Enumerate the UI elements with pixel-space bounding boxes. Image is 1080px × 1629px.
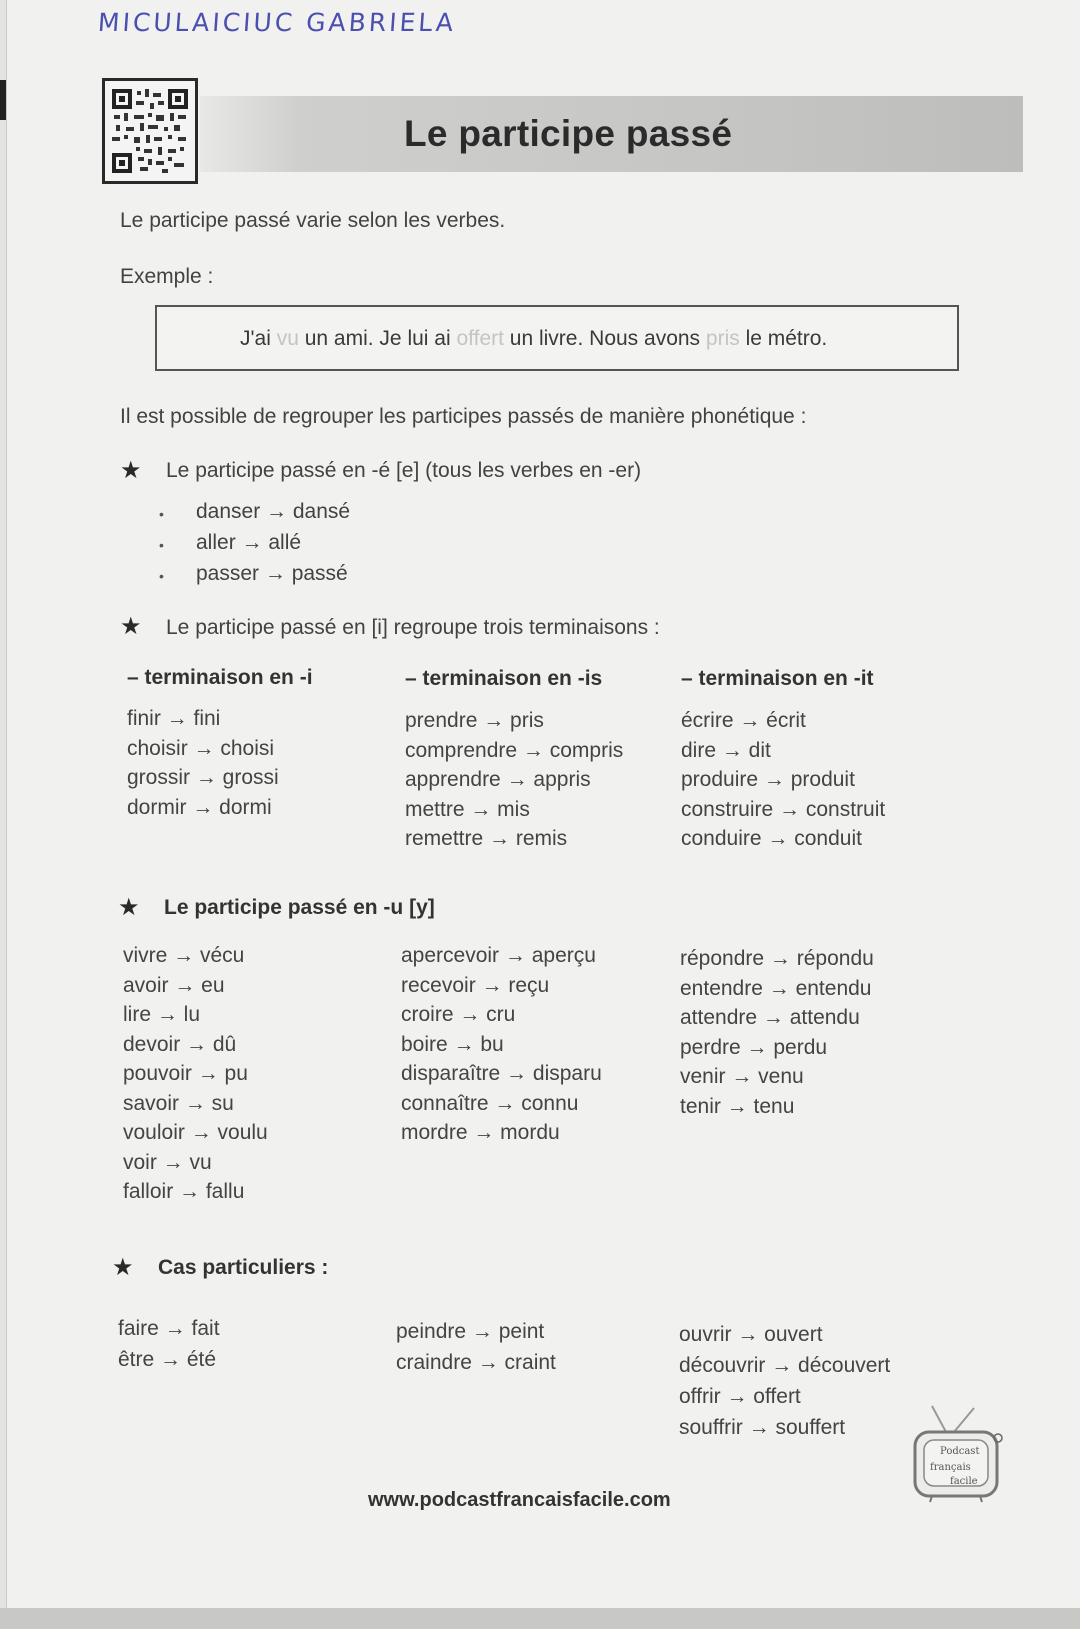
list-item: avoir → eu	[123, 973, 225, 997]
list-item: choisir → choisi	[127, 736, 275, 760]
column-it-list	[681, 709, 885, 857]
list-item: produire → produit	[681, 768, 855, 791]
list-item: ouvrir → ouvert	[679, 1323, 823, 1346]
list-item: grossir → grossi	[127, 766, 279, 789]
list-item: comprendre → compris	[405, 738, 624, 762]
page-bottom-shadow	[0, 1608, 1080, 1629]
special-cases-heading: Cas particuliers :	[158, 1256, 329, 1279]
list-item: devoir → dû	[123, 1032, 237, 1056]
section-i-heading: Le participe passé en [i] regroupe trois terminaisons :	[166, 616, 660, 639]
list-item: apercevoir → aperçu	[401, 944, 596, 967]
example-label: Exemple :	[120, 265, 214, 288]
list-item: pouvoir → pu	[123, 1062, 248, 1085]
list-item: tenir → tenu	[680, 1094, 795, 1118]
column-is-list	[405, 709, 623, 857]
page-edge-mark	[0, 80, 6, 120]
list-item: falloir → fallu	[123, 1180, 245, 1203]
list-item: attendre → attendu	[680, 1006, 860, 1029]
column-header-i: – terminaison en -i	[127, 666, 313, 689]
list-item: croire → cru	[401, 1003, 516, 1026]
bullet-icon: •	[159, 506, 164, 522]
list-item: finir → fini	[127, 707, 221, 730]
list-item: voir → vu	[123, 1150, 212, 1174]
bullet-icon: •	[159, 537, 164, 553]
website-link[interactable]: www.podcastfrancaisfacile.com	[368, 1489, 671, 1511]
list-item: connaître → connu	[401, 1091, 579, 1115]
list-item: vouloir → voulu	[123, 1121, 268, 1144]
list-item: lire → lu	[123, 1003, 201, 1026]
star-icon: ★	[112, 1254, 134, 1281]
list-item: apprendre → appris	[405, 768, 591, 791]
list-item: prendre → pris	[405, 709, 544, 732]
list-item: aller → allé	[196, 531, 302, 554]
section-e-heading: Le participe passé en -é [e] (tous les verbes en -er)	[166, 459, 642, 482]
list-item: répondre → répondu	[680, 947, 874, 970]
section-u-heading: Le participe passé en -u [y]	[164, 896, 435, 919]
list-item: offrir → offert	[679, 1385, 801, 1408]
list-item: perdre → perdu	[680, 1035, 828, 1059]
list-item: être → été	[118, 1348, 217, 1371]
star-icon: ★	[120, 613, 142, 640]
list-item: savoir → su	[123, 1091, 234, 1115]
star-icon: ★	[118, 894, 140, 921]
list-item: entendre → entendu	[680, 976, 872, 1000]
logo-text: facile	[950, 1476, 978, 1487]
list-item: conduire → conduit	[681, 827, 862, 850]
column-i-list	[127, 707, 279, 825]
list-item: souffrir → souffert	[679, 1416, 846, 1439]
column-special2-list	[396, 1320, 556, 1382]
page-title: Le participe passé	[404, 113, 733, 154]
list-item: faire → fait	[118, 1317, 220, 1340]
list-item: passer → passé	[196, 562, 348, 585]
list-item: construire → construit	[681, 797, 886, 821]
qr-code[interactable]	[102, 78, 198, 184]
column-u2-list	[401, 944, 602, 1151]
column-special1-list	[118, 1317, 220, 1379]
list-item: craindre → craint	[396, 1351, 556, 1374]
column-header-it: – terminaison en -it	[681, 667, 874, 690]
list-item: recevoir → reçu	[401, 973, 550, 997]
logo-text: Podcast	[940, 1446, 980, 1457]
intro-text: Le participe passé varie selon les verbes.	[120, 209, 506, 232]
column-special3-list	[679, 1323, 890, 1447]
list-item: dormir → dormi	[127, 795, 272, 819]
regroup-text: Il est possible de regrouper les participes passés de manière phonétique :	[120, 405, 807, 428]
example-box	[155, 305, 959, 371]
list-item: vivre → vécu	[123, 944, 245, 967]
column-header-is: – terminaison en -is	[405, 667, 603, 690]
list-item: mettre → mis	[405, 797, 530, 821]
list-item: écrire → écrit	[681, 709, 806, 732]
list-item: venir → venu	[680, 1065, 804, 1088]
qr-code-icon	[112, 89, 188, 173]
bullet-icon: •	[159, 568, 164, 584]
list-item: peindre → peint	[396, 1320, 545, 1343]
list-item: boire → bu	[401, 1032, 504, 1056]
list-item: disparaître → disparu	[401, 1062, 602, 1085]
logo-text: français	[930, 1462, 971, 1473]
column-u3-list	[680, 947, 874, 1124]
podcast-tv-logo	[910, 1402, 1006, 1504]
star-icon: ★	[120, 457, 142, 484]
example-sentence: J'ai vu un ami. Je lui ai offert un livre. Nous avons pris le métro.	[240, 327, 828, 350]
list-item: remettre → remis	[405, 827, 568, 850]
list-item: dire → dit	[681, 738, 771, 762]
list-item: mordre → mordu	[401, 1121, 560, 1144]
list-item: danser → dansé	[196, 500, 351, 523]
column-u1-list	[123, 944, 268, 1210]
list-item: découvrir → découvert	[679, 1354, 891, 1377]
handwritten-name: MICULAICIUC GABRIELA	[96, 8, 457, 37]
